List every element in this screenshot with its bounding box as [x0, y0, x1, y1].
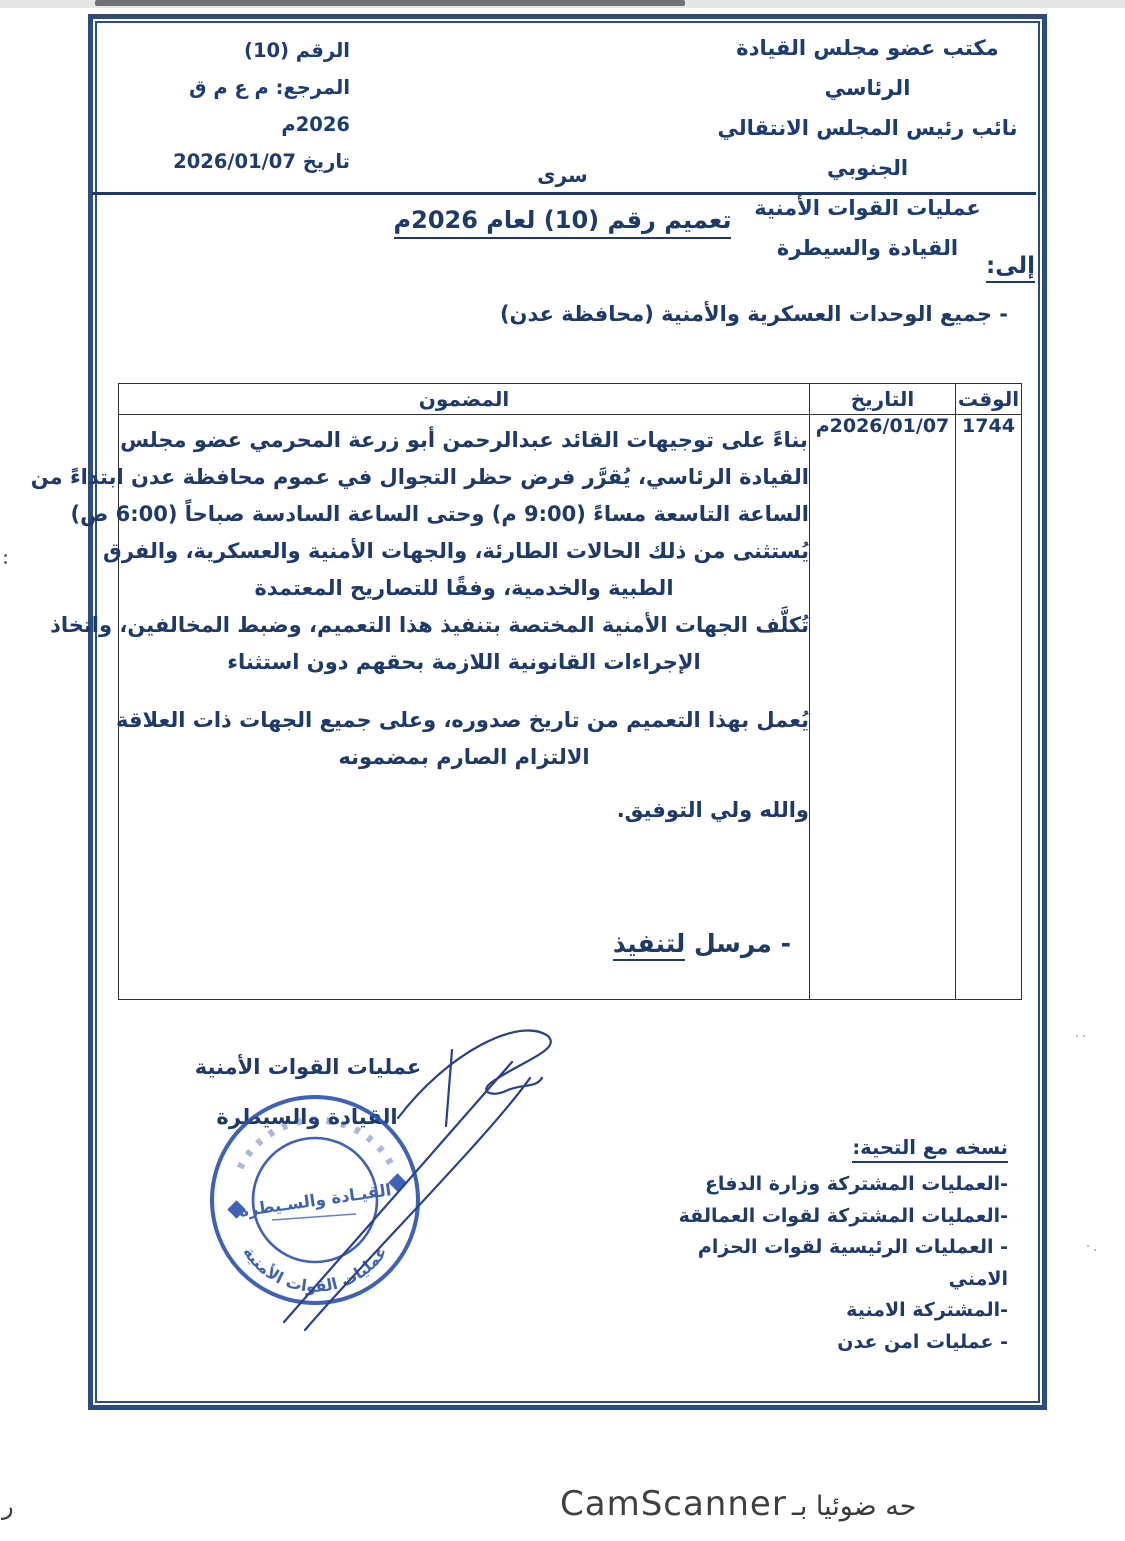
signer-unit-line2: القيادة والسيطرة: [216, 1105, 398, 1129]
page-title: تعميم رقم (10) لعام 2026م: [394, 206, 732, 239]
closing-blessing: والله ولي التوفيق.: [616, 798, 809, 822]
signer-unit-line1: عمليات القوات الأمنية: [194, 1055, 422, 1079]
watermark-arabic: حه ضوئيا بـ: [791, 1491, 917, 1522]
column-header-time: الوقت: [956, 384, 1022, 415]
dispatch-underlined: لتنفيذ: [613, 929, 685, 961]
doc-reference: المرجع: م ع م ق 2026م: [189, 76, 350, 136]
distribution-item: -العمليات المشتركة لقوات العمالقة: [678, 1204, 1008, 1227]
distribution-list: [668, 1136, 1008, 1358]
distribution-item: - العمليات الرئيسية لقوات الحزام الامني: [697, 1236, 1008, 1290]
date-value: 2026/01/07م: [810, 415, 956, 1000]
office-line: عمليات القوات الأمنية: [754, 196, 981, 220]
office-line: مكتب عضو مجلس القيادة الرئاسي: [736, 36, 999, 100]
time-value: 1744: [956, 415, 1022, 1000]
body-line: الالتزام الصارم بمضمونه: [338, 745, 590, 769]
stamp-center-text: القيـادة والسـيطرة: [237, 1180, 393, 1221]
office-line: القيادة والسيطرة: [776, 236, 959, 260]
column-header-content: المضمون: [119, 384, 810, 415]
body-line: الإجراءات القانونية اللازمة بحقهم دون استثناء: [227, 650, 701, 674]
scan-artifact: [4, 550, 8, 566]
doc-number: الرقم (10): [244, 39, 350, 62]
table-row: [119, 415, 1022, 1000]
round-stamp: [212, 1097, 418, 1303]
addressee-label: إلى:: [986, 253, 1035, 283]
header-rule: [92, 192, 1036, 195]
body-line: يُستثنى من ذلك الحالات الطارئة، والجهات الأمنية والعسكرية، والفرق: [103, 539, 809, 563]
body-line: بناءً على توجيهات القائد عبدالرحمن أبو زرعة المحرمي عضو مجلس: [120, 428, 808, 452]
distribution-title: نسخه مع التحية:: [852, 1136, 1008, 1163]
table-header-row: [119, 384, 1022, 415]
memo-table: [30, 383, 1022, 1000]
distribution-item: -المشتركة الامنية: [846, 1299, 1008, 1321]
body-line: يُعمل بهذا التعميم من تاريخ صدوره، وعلى جميع الجهات ذات العلاقة: [116, 708, 809, 732]
watermark-edge-fragment: ر: [2, 1492, 14, 1520]
content-cell: [30, 415, 810, 1000]
dispatch-prefix: - مرسل: [685, 929, 791, 958]
scanner-watermark: [560, 1484, 1080, 1524]
office-line: نائب رئيس المجلس الانتقالي الجنوبي: [717, 116, 1018, 180]
watermark-brand: CamScanner: [560, 1484, 787, 1524]
title-row: [0, 206, 1125, 239]
body-line: الطبية والخدمية، وفقًا للتصاريح المعتمدة: [254, 576, 674, 600]
stamp-arc-text: عمليات القوات الأمنية: [239, 1242, 391, 1296]
distribution-item: -العمليات المشتركة وزارة الدفاع: [704, 1173, 1008, 1195]
official-stamp-and-signature: [170, 1000, 580, 1360]
doc-date: تاريخ 2026/01/07: [173, 150, 350, 173]
column-header-date: التاريخ: [810, 384, 956, 415]
distribution-item: - عمليات امن عدن: [837, 1330, 1008, 1353]
dispatch-note: [119, 929, 791, 958]
body-line: تُكلَّف الجهات الأمنية المختصة بتنفيذ هذا التعميم، وضبط المخالفين، واتخاذ: [50, 613, 809, 637]
scan-streak: [95, 0, 685, 6]
classification-label: سرى: [537, 163, 588, 187]
body-line: الساعة التاسعة مساءً (9:00 م) وحتى الساعة السادسة صباحاً (6:00 ص): [70, 502, 809, 526]
scan-artifact: ··: [1075, 1030, 1090, 1045]
addressee-recipient: - جميع الوحدات العسكرية والأمنية (محافظة عدن): [499, 302, 1008, 326]
scan-artifact: ·.: [1086, 1240, 1101, 1255]
letterhead-ref-block: [150, 32, 350, 180]
memo-body: [30, 415, 809, 829]
body-line: القيادة الرئاسي، يُقرَّر فرض حظر التجوال في عموم محافظة عدن ابتداءً من: [30, 465, 809, 489]
